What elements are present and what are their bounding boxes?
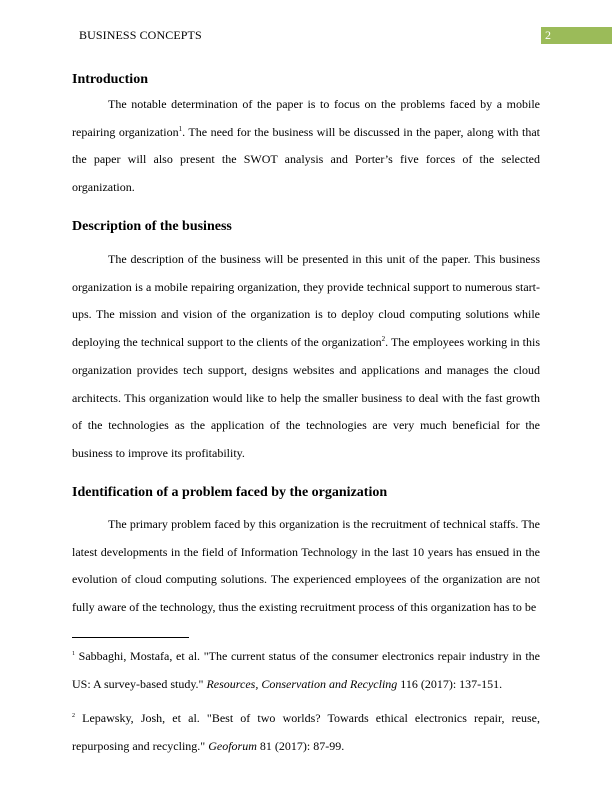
page-header bbox=[0, 0, 612, 50]
footnote-2 bbox=[72, 705, 540, 760]
paragraph-problem: The primary problem faced by this organization is the recruitment of technical staffs. The latest developments in the field of Information Technology in the last 10 years has ensued in the evolution of cloud computing solutions. The experienced employees of the organization are not fully aware of the technology, thus the existing recruitment process of this organization has to be bbox=[72, 517, 540, 615]
footnote-reference[interactable]: 2 bbox=[381, 335, 386, 344]
header-title: BUSINESS CONCEPTS bbox=[79, 28, 202, 42]
footnote-text: Sabbaghi, Mostafa, et al. "The current status of the consumer electronics repair industry in the US: A survey-based study." bbox=[72, 649, 540, 691]
section-heading-problem: Identification of a problem faced by the organization bbox=[72, 485, 388, 500]
paragraph-text: . The employees working in this organization provides tech support, designs websites and applications and manages the cloud architects. This organization would like to help the smaller business to deal with the fast growth of the technologies as the application of the technologies are very much beneficial for the business to improve its profitability. bbox=[72, 335, 540, 460]
footnote-tail: 81 (2017): 87-99. bbox=[256, 739, 345, 754]
footnotes bbox=[72, 643, 540, 768]
footnote-reference[interactable]: 1 bbox=[178, 124, 183, 133]
paragraph-description bbox=[72, 246, 540, 468]
footnote-1 bbox=[72, 643, 540, 698]
footnote-separator bbox=[72, 637, 189, 638]
footnote-tail: 116 (2017): 137-151. bbox=[397, 676, 503, 691]
paragraph-text: . The need for the business will be discussed in the paper, along with that the paper will also present the SWOT analysis and Porter’s five forces of the selected organization. bbox=[72, 124, 540, 195]
footnote-number: 1 bbox=[72, 651, 75, 657]
section-heading-description: Description of the business bbox=[72, 219, 232, 234]
paragraph-text: The notable determination of the paper is to focus on the problems faced by a mobile repairing organization bbox=[72, 97, 540, 139]
footnote-journal: Resources, Conservation and Recycling bbox=[206, 676, 398, 691]
paragraph-text: The description of the business will be presented in this unit of the paper. This business organization is a mobile repairing organization, they provide technical support to numerous start-ups. The mission and vision of the organization is to deploy cloud computing solutions while deploying the technical support to the clients of the organization bbox=[72, 252, 540, 350]
footnote-journal: Geoforum bbox=[208, 739, 257, 754]
page-number: 2 bbox=[541, 27, 612, 44]
section-heading-introduction: Introduction bbox=[72, 72, 148, 87]
footnote-text: Lepawsky, Josh, et al. "Best of two worlds? Towards ethical electronics repair, reuse, repurposing and recycling." bbox=[72, 711, 540, 754]
footnote-number: 2 bbox=[72, 713, 75, 720]
paragraph-introduction bbox=[72, 91, 540, 202]
